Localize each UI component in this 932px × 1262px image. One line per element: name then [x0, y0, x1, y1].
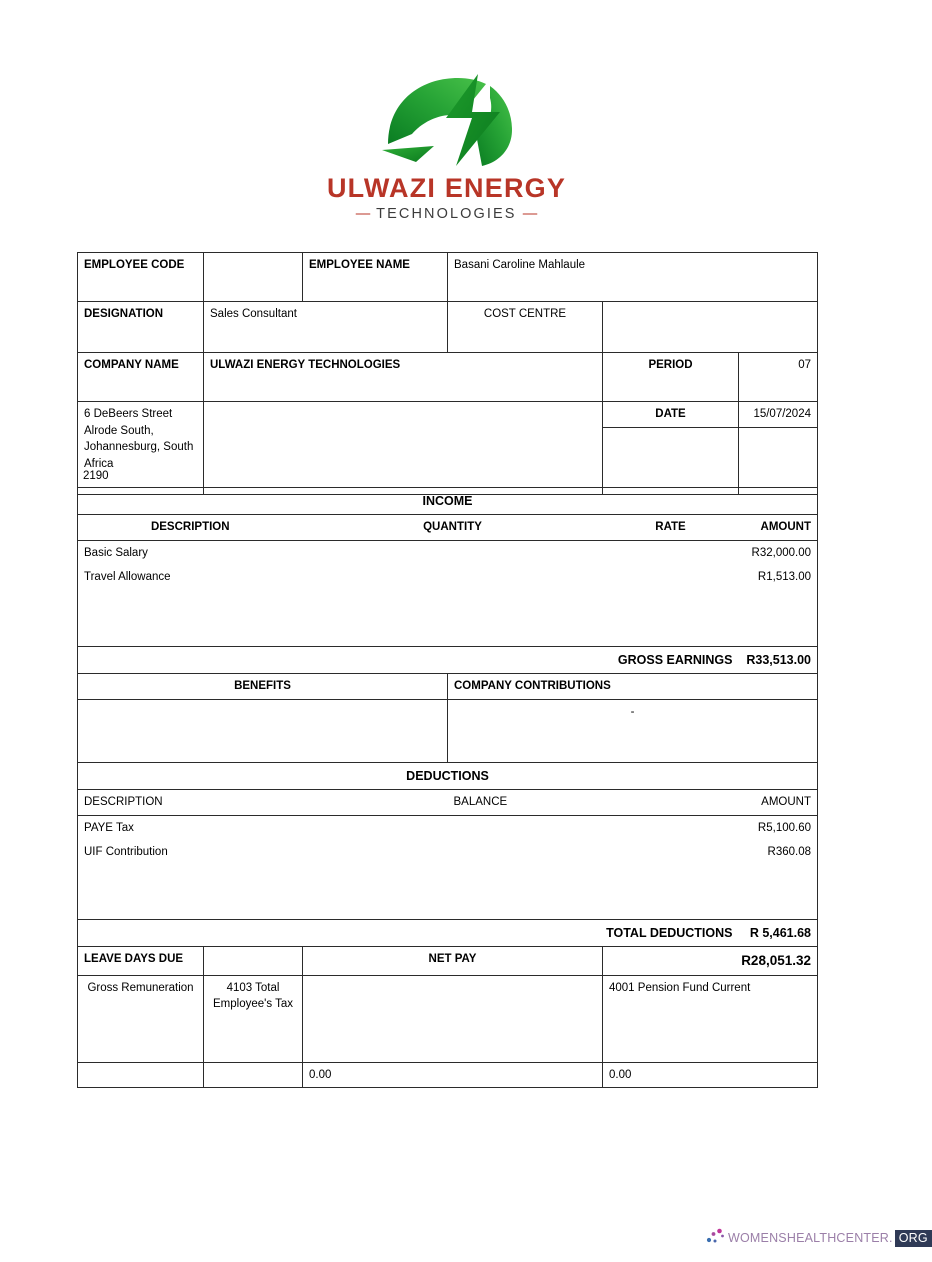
- employee-tax-label: 4103 Total Employee's Tax: [204, 975, 303, 1062]
- income-row-quantity: [303, 540, 603, 565]
- period-value[interactable]: 07: [739, 353, 818, 402]
- cost-centre-label: COST CENTRE: [448, 302, 603, 353]
- row-gross-earnings: [78, 647, 818, 674]
- logo-subtitle: [0, 206, 893, 222]
- payslip-table: [77, 252, 818, 495]
- row-benefits-values: [78, 699, 818, 762]
- income-row-description: Travel Allowance: [78, 565, 303, 590]
- income-blank-row: [78, 590, 818, 647]
- deduction-row-description: UIF Contribution: [78, 840, 448, 865]
- income-row-rate: [603, 540, 739, 565]
- employee-name-label: EMPLOYEE NAME: [303, 253, 448, 302]
- row-benefits-headers: [78, 674, 818, 700]
- deduction-row-balance: [448, 815, 680, 840]
- ulwazi-energy-bolt-logo-icon: [372, 72, 522, 168]
- pension-fund-label: 4001 Pension Fund Current: [603, 975, 818, 1062]
- deduction-row-amount: R5,100.60: [680, 815, 818, 840]
- address-filler-cell: [204, 402, 603, 495]
- employee-code-label: EMPLOYEE CODE: [78, 253, 204, 302]
- net-pay-amount-value: 0.00: [303, 1062, 603, 1088]
- deduction-row: [78, 840, 818, 865]
- logo-title: ULWAZI ENERGY: [326, 173, 567, 203]
- company-name-label: COMPANY NAME: [78, 353, 204, 402]
- row-code-values: [78, 1062, 818, 1088]
- deductions-section-title: DEDUCTIONS: [78, 762, 818, 789]
- income-col-rate: RATE: [603, 515, 739, 541]
- company-address-lines: 6 DeBeers Street Alrode South, Johannesburg, South Africa: [84, 408, 194, 471]
- company-name-value: ULWAZI ENERGY TECHNOLOGIES: [204, 353, 603, 402]
- income-row-quantity: [303, 565, 603, 590]
- income-col-quantity: QUANTITY: [303, 515, 603, 541]
- row-total-deductions: [78, 920, 818, 947]
- row-employee: [78, 253, 818, 302]
- income-row-rate: [603, 565, 739, 590]
- income-row-amount: R1,513.00: [739, 565, 818, 590]
- row-income-headers: [78, 515, 818, 541]
- cost-centre-value[interactable]: [603, 302, 818, 353]
- footer-brand-text: WOMENSHEALTHCENTER.: [728, 1231, 893, 1245]
- gross-earnings-label: GROSS EARNINGS: [78, 647, 739, 674]
- income-row: [78, 540, 818, 565]
- pension-fund-value: 0.00: [603, 1062, 818, 1088]
- deduction-row-description: PAYE Tax: [78, 815, 448, 840]
- logo-dash-left: —: [355, 206, 371, 223]
- date-label: DATE: [603, 402, 739, 428]
- gross-earnings-value: R33,513.00: [739, 647, 818, 674]
- row-deductions-headers: [78, 790, 818, 816]
- designation-label: DESIGNATION: [78, 302, 204, 353]
- deductions-col-balance: BALANCE: [448, 790, 680, 816]
- income-row: [78, 565, 818, 590]
- row-income-title: [78, 488, 818, 515]
- total-deductions-value: R 5,461.68: [739, 920, 818, 947]
- company-logo-block: [0, 72, 893, 222]
- total-deductions-label: TOTAL DEDUCTIONS: [78, 920, 739, 947]
- gross-remuneration-label: Gross Remuneration: [78, 975, 204, 1062]
- income-row-amount: R32,000.00: [739, 540, 818, 565]
- leave-days-due-label: LEAVE DAYS DUE: [78, 947, 204, 976]
- benefits-value: [78, 699, 448, 762]
- deductions-blank-row: [78, 865, 818, 920]
- row-address-date: [78, 402, 818, 428]
- dots-icon: [706, 1227, 726, 1249]
- code-blank-cell: [303, 975, 603, 1062]
- company-contributions-label: COMPANY CONTRIBUTIONS: [448, 674, 818, 700]
- deductions-filler: [78, 865, 818, 920]
- employee-tax-value: [204, 1062, 303, 1088]
- net-pay-label: NET PAY: [303, 947, 603, 976]
- income-col-amount: AMOUNT: [739, 515, 818, 541]
- income-row-description: Basic Salary: [78, 540, 303, 565]
- deduction-row: [78, 815, 818, 840]
- footer-watermark: [706, 1225, 932, 1251]
- company-postal-code: 2190: [83, 470, 109, 482]
- period-label: PERIOD: [603, 353, 739, 402]
- deductions-col-description: DESCRIPTION: [78, 790, 448, 816]
- benefits-label: BENEFITS: [78, 674, 448, 700]
- row-code-descriptions: [78, 975, 818, 1062]
- row-deductions-title: [78, 762, 818, 789]
- income-filler: [78, 590, 818, 647]
- payslip-body-table: [77, 487, 818, 1088]
- designation-value[interactable]: Sales Consultant: [204, 302, 448, 353]
- employee-name-value[interactable]: Basani Caroline Mahlaule: [448, 253, 818, 302]
- income-section-title: INCOME: [78, 488, 818, 515]
- company-contributions-value: -: [448, 699, 818, 762]
- deductions-col-amount: AMOUNT: [680, 790, 818, 816]
- logo-dash-right: —: [522, 206, 538, 223]
- income-col-description: DESCRIPTION: [78, 515, 303, 541]
- logo-subtitle-text: TECHNOLOGIES: [376, 206, 517, 223]
- extra-value-cell: [739, 427, 818, 494]
- extra-label-cell: [603, 427, 739, 494]
- deduction-row-balance: [448, 840, 680, 865]
- footer-brand-tld: ORG: [895, 1230, 932, 1247]
- gross-remuneration-value: [78, 1062, 204, 1088]
- date-value[interactable]: 15/07/2024: [739, 402, 818, 428]
- net-pay-value: R28,051.32: [603, 947, 818, 976]
- employee-code-value[interactable]: [204, 253, 303, 302]
- row-company-period: [78, 353, 818, 402]
- deduction-row-amount: R360.08: [680, 840, 818, 865]
- leave-days-due-value[interactable]: [204, 947, 303, 976]
- row-designation: [78, 302, 818, 353]
- row-net-pay: [78, 947, 818, 976]
